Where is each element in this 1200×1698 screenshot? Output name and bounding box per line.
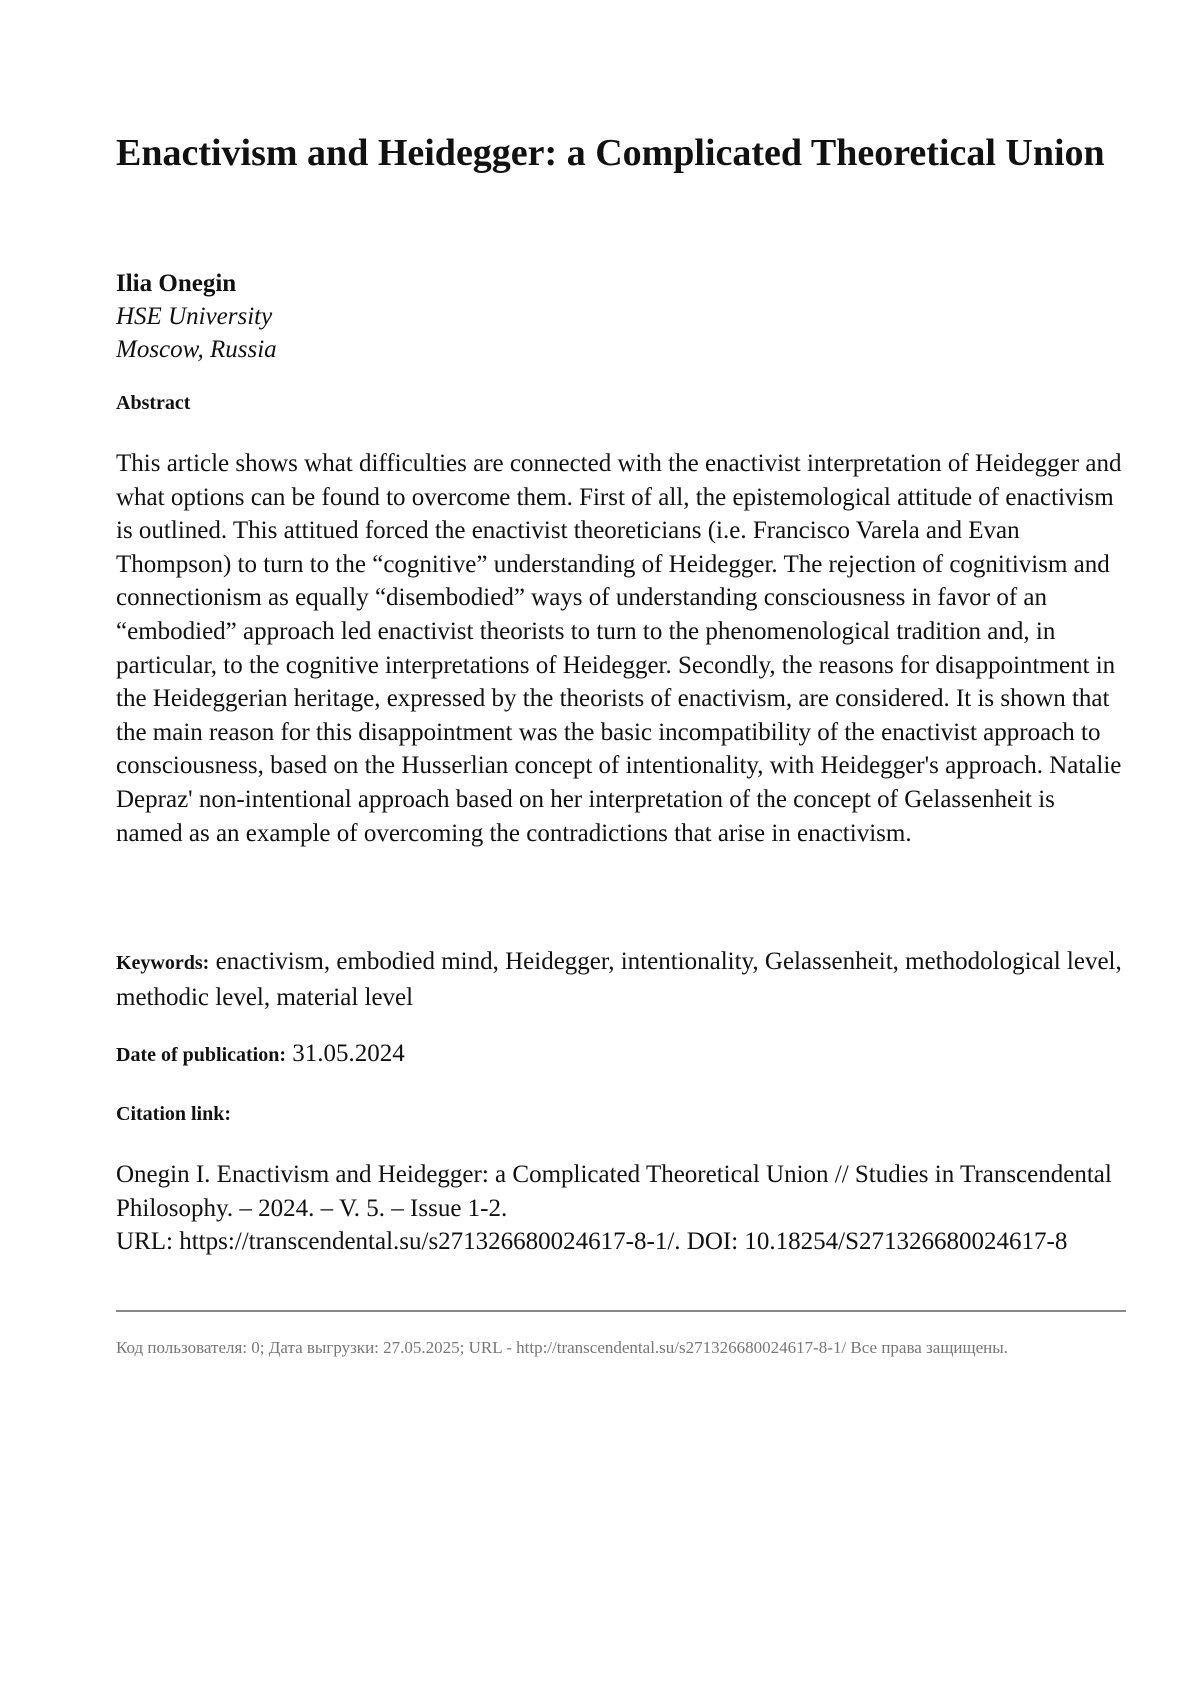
author-location: Moscow, Russia <box>116 333 1126 366</box>
keywords <box>116 945 1126 1014</box>
author-name: Ilia Onegin <box>116 268 1126 300</box>
citation-text: Onegin I. Enactivism and Heidegger: a Complicated Theoretical Union // Studies in Transcendental Philosophy. – 2024. – V. 5. – Issue 1-2. <box>116 1158 1126 1225</box>
citation <box>116 1158 1126 1259</box>
keywords-label: Keywords: <box>116 952 209 974</box>
date-value: 31.05.2024 <box>292 1040 405 1067</box>
footer-text: Код пользователя: 0; Дата выгрузки: 27.05.2025; URL - http://transcendental.su/s271326680024617-8-1/ Все права защищены. <box>116 1333 1126 1363</box>
citation-url[interactable]: URL: https://transcendental.su/s271326680024617-8-1/. DOI: 10.18254/S271326680024617-8 <box>116 1225 1126 1259</box>
author-affiliation: HSE University <box>116 300 1126 333</box>
footer-divider <box>116 1310 1126 1312</box>
citation-label: Citation link: <box>116 1103 1126 1126</box>
article-title: Enactivism and Heidegger: a Complicated Theoretical Union <box>116 130 1126 176</box>
date-label: Date of publication: <box>116 1044 286 1066</box>
keywords-text: enactivism, embodied mind, Heidegger, intentionality, Gelassenheit, methodological level, methodic level, material level <box>116 948 1122 1011</box>
abstract-label: Abstract <box>116 392 1126 415</box>
publication-date <box>116 1040 1126 1068</box>
abstract-text: This article shows what difficulties are connected with the enactivist interpretation of Heidegger and what options can be found to overcome them. First of all, the epistemological attitude of enactivism is outlined. This attitued forced the enactivist theoreticians (i.e. Francisco Varela and Evan Thompson) to turn to the “cognitive” understanding of Heidegger. The rejection of cognitivism and connectionism as equally “disembodied” ways of understanding consciousness in favor of an “embodied” approach led enactivist theorists to turn to the phenomenological tradition and, in particular, to the cognitive interpretations of Heidegger. Secondly, the reasons for disappointment in the Heideggerian heritage, expressed by the theorists of enactivism, are considered. It is shown that the main reason for this disappointment was the basic incompatibility of the enactivist approach to consciousness, based on the Husserlian concept of intentionality, with Heidegger's approach. Natalie Depraz' non-intentional approach based on her interpretation of the concept of Gelassenheit is named as an example of overcoming the contradictions that arise in enactivism. <box>116 447 1126 850</box>
